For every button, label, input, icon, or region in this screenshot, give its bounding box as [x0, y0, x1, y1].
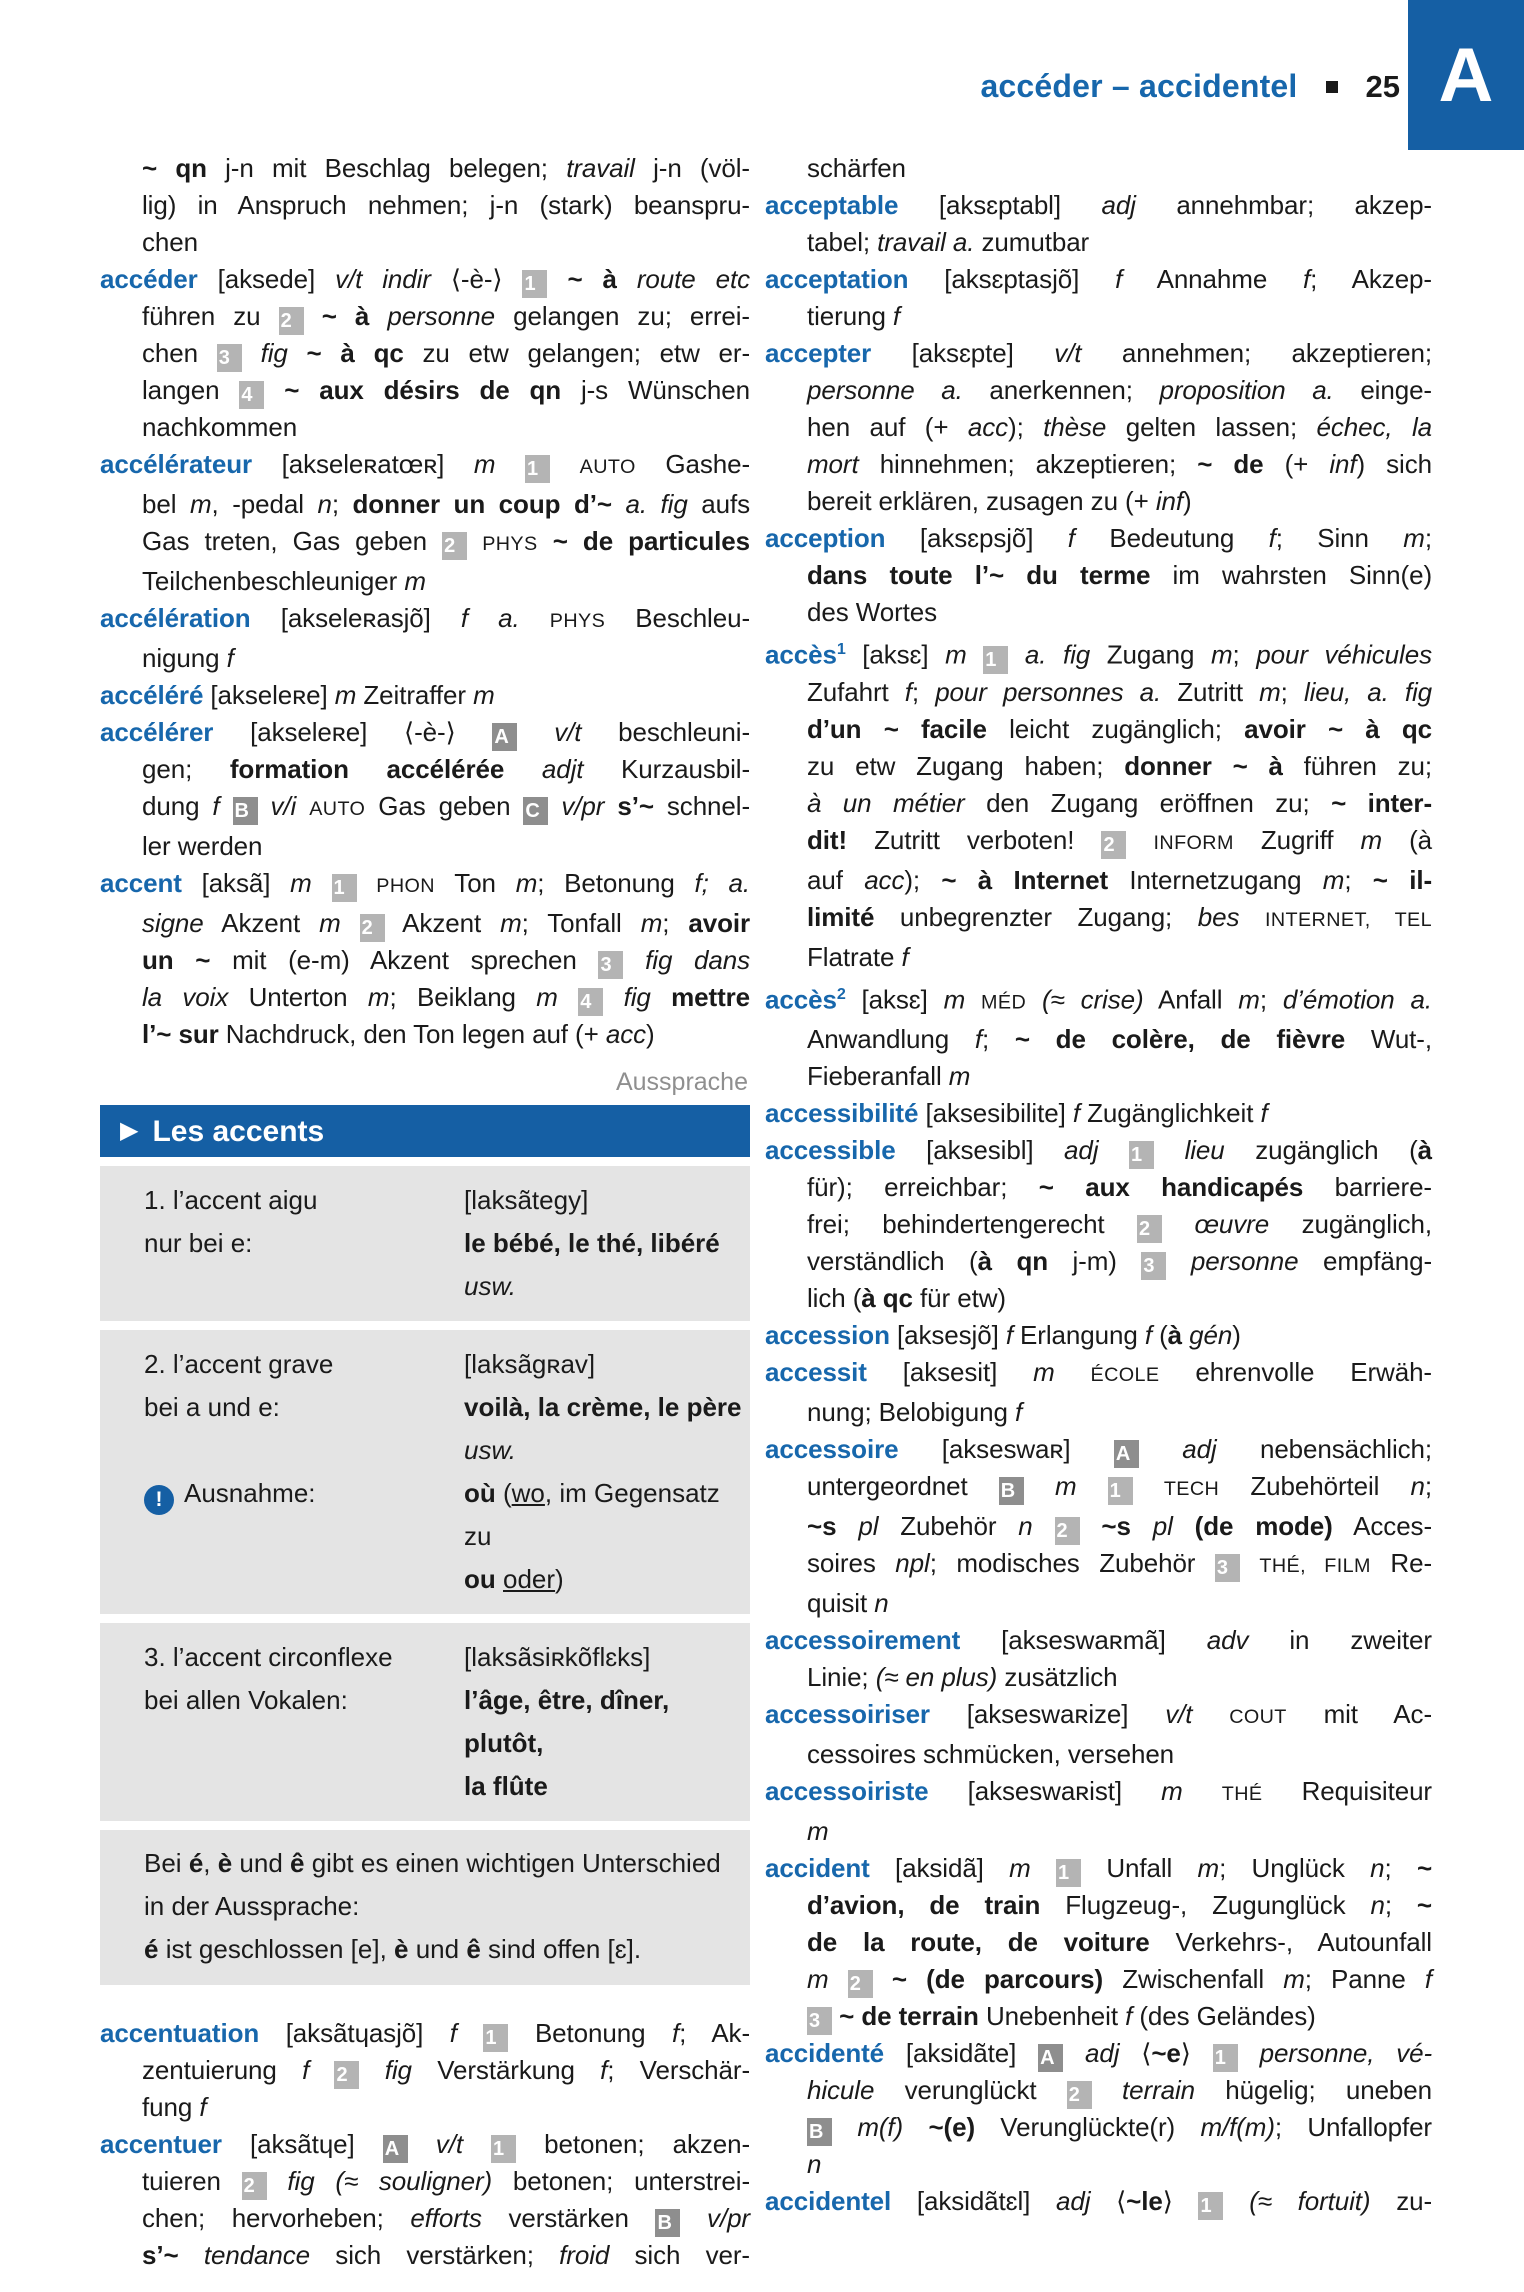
infobox-row-right — [464, 1179, 742, 1308]
header-bullet-icon — [1326, 81, 1338, 93]
entry-line: à un métier den Zugang eröffnen zu; ~ inter- — [807, 787, 1432, 818]
entry-line: untergeordnet B m 1 TECH Zubehörteil n; — [765, 1468, 1432, 1508]
entry-line: tabel; travail a. zumutbar — [807, 227, 1090, 257]
sense-letter-marker: A — [492, 723, 517, 751]
les-accents-infobox — [100, 1105, 750, 1985]
sense-number-marker: 1 — [525, 455, 550, 483]
entry-line: ~ qn j-n mit Beschlag belegen; travail j-n (völ- — [142, 153, 750, 183]
page-number: 25 — [1365, 68, 1400, 104]
headword: accent — [100, 868, 182, 898]
entry-line: acceptation [aksɛptasjõ] f Annahme f; Akzep- — [765, 264, 1432, 294]
entry-line: tierung f — [807, 301, 901, 331]
entry-line: chen 3 fig ~ à qc zu etw gelangen; etw er- — [100, 335, 750, 372]
sense-number-marker: 2 — [442, 532, 467, 560]
left-column — [100, 150, 750, 2274]
entry-line: quisit n — [807, 1588, 889, 1619]
entry-line: accent [aksã] m 1 PHON Ton m; Betonung f; a. — [100, 865, 750, 905]
infobox-row-right — [464, 1343, 742, 1601]
entry-line: Fieberanfall m — [807, 1061, 971, 1092]
headword: accéder — [100, 264, 198, 294]
box-line: usw. — [464, 1435, 517, 1465]
entry-line: bereit erklären, zusagen zu (+ inf) — [807, 486, 1192, 516]
infobox-row — [100, 1330, 750, 1614]
right-column-entries — [765, 150, 1432, 2220]
entry-line: accélérer [akseleʀe] ⟨-è-⟩ A v/t beschleuni- — [100, 714, 750, 751]
entry-line: accessibilité [aksesibilite] f Zugänglichkeit f — [765, 1098, 1268, 1129]
text-columns — [100, 150, 1432, 2274]
field-label: ÉCOLE — [1090, 1364, 1160, 1387]
entry-line: 3 ~ de terrain Unebenheit f (des Geländes) — [765, 1998, 1432, 2035]
entry-line: verständlich (à qn j-m) 3 personne empfäng- — [765, 1243, 1432, 1280]
entry-line: fung f — [142, 2092, 207, 2122]
entry-line: de la route, de voiture Verkehrs-, Autounfall — [807, 1927, 1432, 1958]
sense-number-marker: 2 — [1055, 1517, 1080, 1545]
entry-line: accélération [akseleʀasjõ] f a. PHYS Beschleu- — [100, 603, 751, 633]
sense-number-marker: 2 — [360, 914, 385, 942]
field-label: PHYS — [549, 610, 606, 632]
entry-line: d’un ~ facile leicht zugänglich; avoir ~ à qc — [807, 713, 1432, 744]
box-line: Bei é, è und ê gibt es einen wichtigen Unterschied — [144, 1848, 721, 1878]
sense-number-marker: 2 — [334, 2061, 359, 2089]
infobox-header — [100, 1105, 750, 1157]
sense-number-marker: 1 — [332, 874, 357, 902]
box-line: le bébé, le thé, libéré — [464, 1228, 720, 1258]
sense-number-marker: 1 — [1108, 1477, 1133, 1505]
entry-line: führen zu 2 ~ à personne gelangen zu; errei- — [100, 298, 750, 335]
headword: accélérateur — [100, 449, 253, 479]
guide-words: accéder – accidentel — [980, 68, 1298, 104]
entry-line: soires npl; modisches Zubehör 3 THÉ, FILM Re- — [765, 1545, 1432, 1585]
infobox-title: Les accents — [152, 1114, 325, 1148]
headword: acceptable — [765, 190, 899, 220]
left-column-entries-top — [100, 150, 750, 1053]
entry-line: chen — [142, 227, 198, 257]
sense-letter-marker: C — [523, 797, 548, 825]
field-label: THÉ, FILM — [1259, 1555, 1371, 1578]
box-line: [laksãsiʀkõflɛks] — [464, 1642, 651, 1672]
infobox-row — [100, 1166, 750, 1321]
entry-line: Linie; (≈ en plus) zusätzlich — [807, 1662, 1118, 1693]
entry-line: dans toute l’~ du terme im wahrsten Sinn(e) — [807, 560, 1432, 590]
headword: accessible — [765, 1135, 896, 1166]
entry-line: Anwandlung f; ~ de colère, de fièvre Wut-, — [807, 1024, 1432, 1055]
headword: accessoiriste — [765, 1776, 929, 1807]
entry-line: lich (à qc für etw) — [807, 1283, 1006, 1314]
sense-number-marker: 1 — [483, 2024, 508, 2052]
sense-number-marker: 4 — [239, 381, 264, 409]
entry-line: accessoirement [akseswaʀmã] adv in zweiter — [765, 1625, 1432, 1656]
entry-line: accessit [aksesit] m ÉCOLE ehrenvolle Erwäh- — [765, 1357, 1432, 1388]
entry-line: acceptable [aksɛptabl] adj annehmbar; akzep- — [765, 190, 1432, 220]
box-line: bei a und e: — [144, 1392, 280, 1422]
field-label: THÉ — [1221, 1783, 1263, 1806]
sense-letter-marker: A — [1038, 2044, 1063, 2072]
box-line — [144, 1429, 464, 1472]
box-line: [laksãgʀav] — [464, 1349, 596, 1379]
entry-line: ler werden — [142, 831, 263, 861]
box-line: ! Ausnahme: — [144, 1472, 464, 1515]
field-label: AUTO — [579, 456, 636, 478]
entry-line: d’avion, de train Flugzeug-, Zugunglück n; ~ — [807, 1890, 1432, 1921]
entry-line: des Wortes — [807, 597, 938, 627]
entry-line: accéder [aksede] v/t indir ⟨-è-⟩ 1 ~ à route etc — [100, 261, 750, 298]
sense-letter-marker: A — [1114, 1440, 1139, 1468]
entry-line: Teilchenbeschleuniger m — [142, 566, 426, 596]
headword: accidenté — [765, 2038, 885, 2069]
entry-line: tuieren 2 fig (≈ souligner) betonen; unterstrei- — [100, 2163, 750, 2200]
headword: accélérer — [100, 717, 214, 747]
sense-number-marker: 3 — [217, 344, 242, 372]
exclamation-icon: ! — [144, 1485, 174, 1515]
entry-line: dung f B v/i AUTO Gas geben C v/pr s’~ schnel- — [100, 788, 750, 828]
infobox-rows — [100, 1166, 750, 1821]
entry-line: frei; behindertengerecht 2 œuvre zugänglich, — [765, 1206, 1432, 1243]
headword: accessibilité — [765, 1098, 919, 1129]
homograph-number: 2 — [836, 984, 846, 1003]
box-line: nur bei e: — [144, 1228, 253, 1258]
entry-line: accepter [aksɛpte] v/t annehmen; akzeptieren; — [765, 338, 1432, 368]
entry-line: limité unbegrenzter Zugang; bes INTERNET, TEL — [807, 901, 1432, 932]
spacer — [100, 1985, 750, 2015]
entry-line: acception [aksɛpsjõ] f Bedeutung f; Sinn m; — [765, 523, 1432, 553]
entry-line: accessoire [akseswaʀ] A adj nebensächlich; — [765, 1431, 1432, 1468]
page-header — [100, 68, 1400, 105]
box-line: 1. l’accent aigu — [144, 1185, 318, 1215]
infobox-row-left — [144, 1636, 464, 1808]
sense-number-marker: 1 — [1198, 2192, 1223, 2220]
entry-line: accentuer [aksãtɥe] A v/t 1 betonen; akzen- — [100, 2126, 750, 2163]
sense-number-marker: 2 — [279, 307, 304, 335]
box-line: l’âge, être, dîner, plutôt, — [464, 1685, 670, 1758]
headword: accentuation — [100, 2018, 260, 2048]
entry-line: personne a. anerkennen; proposition a. einge- — [807, 375, 1432, 405]
field-label: COUT — [1229, 1706, 1287, 1729]
sense-number-marker: 1 — [983, 646, 1008, 674]
box-line: 3. l’accent circonflexe — [144, 1642, 393, 1672]
entry-line: accidentel [aksidãtɛl] adj ⟨~le⟩ 1 (≈ fortuit) zu- — [765, 2183, 1432, 2220]
box-line: voilà, la crème, le père — [464, 1392, 742, 1422]
headword: accélération — [100, 603, 251, 633]
entry-line: accélérateur [akseleʀatœʀ] m 1 AUTO Gashe- — [100, 446, 750, 486]
headword: accès — [765, 639, 837, 670]
sense-number-marker: 2 — [1067, 2081, 1092, 2109]
sense-number-marker: 2 — [1101, 831, 1126, 859]
field-label: INTERNET, TEL — [1264, 908, 1432, 931]
sense-number-marker: 1 — [1129, 1141, 1154, 1169]
entry-line: B m(f) ~(e) Verunglückte(r) m/f(m); Unfallopfer — [765, 2109, 1432, 2146]
sense-letter-marker: B — [999, 1477, 1024, 1505]
entry-line: m 2 ~ (de parcours) Zwischenfall m; Panne f — [765, 1961, 1432, 1998]
entry-line: accessible [aksesibl] adj 1 lieu zugänglich (à — [765, 1132, 1432, 1169]
right-column — [765, 150, 1432, 2274]
sense-number-marker: 2 — [242, 2172, 267, 2200]
entry-line: nigung f — [142, 643, 234, 673]
entry-line: zentuierung f 2 fig Verstärkung f; Verschär- — [100, 2052, 750, 2089]
headword: accident — [765, 1853, 870, 1884]
box-line: in der Aussprache: — [144, 1891, 360, 1921]
entry-line: für); erreichbar; ~ aux handicapés barriere- — [807, 1172, 1432, 1203]
box-line: é ist geschlossen [e], è und ê sind offen [ɛ]. — [144, 1934, 642, 1964]
entry-line: chen; hervorheben; efforts verstärken B v/pr — [100, 2200, 750, 2237]
entry-line: Zufahrt f; pour personnes a. Zutritt m; lieu, a. fig — [807, 676, 1433, 707]
sense-number-marker: 3 — [807, 2007, 832, 2035]
infobox-row-left — [144, 1343, 464, 1601]
sense-number-marker: 2 — [1137, 1215, 1162, 1243]
entry-line: accidenté [aksidãte] A adj ⟨~e⟩ 1 personne, vé- — [765, 2035, 1432, 2072]
triangle-icon: ▶ — [120, 1117, 139, 1144]
sense-number-marker: 3 — [598, 951, 623, 979]
entry-line: signe Akzent m 2 Akzent m; Tonfall m; avoir — [100, 905, 750, 942]
field-label: INFORM — [1153, 831, 1234, 854]
entry-line: Gas treten, Gas geben 2 PHYS ~ de particules — [100, 523, 750, 563]
field-label: AUTO — [309, 798, 366, 820]
box-line: usw. — [464, 1271, 517, 1301]
headword: accession — [765, 1320, 890, 1351]
sense-number-marker: 1 — [491, 2135, 516, 2163]
entry-line: accident [aksidã] m 1 Unfall m; Unglück n; ~ — [765, 1850, 1432, 1887]
infobox-row-left — [144, 1179, 464, 1308]
entry-line: accession [aksesjõ] f Erlangung f (à gén) — [765, 1320, 1241, 1351]
entry-line: m — [807, 1816, 829, 1847]
sense-number-marker: 1 — [522, 270, 547, 298]
field-label: PHYS — [482, 533, 538, 555]
headword: accès — [765, 984, 837, 1015]
infobox-row — [100, 1623, 750, 1821]
entry-line: lig) in Anspruch nehmen; j-n (stark) beanspru- — [142, 190, 750, 220]
headword: accessoiriser — [765, 1699, 930, 1730]
field-label: TECH — [1163, 1478, 1220, 1501]
entry-line: l’~ sur Nachdruck, den Ton legen auf (+ acc) — [142, 1019, 655, 1049]
sense-number-marker: 1 — [1213, 2044, 1238, 2072]
entry-line: ~s pl Zubehör n 2 ~s pl (de mode) Acces- — [765, 1508, 1432, 1545]
headword: accessoire — [765, 1434, 899, 1465]
entry-line: dit! Zutritt verboten! 2 INFORM Zugriff m (à — [765, 822, 1432, 862]
sense-letter-marker: A — [383, 2135, 408, 2163]
entry-line: Flatrate f — [807, 941, 909, 972]
section-letter-tab: A — [1408, 0, 1524, 150]
entry-line: zu etw Zugang haben; donner ~ à führen zu; — [807, 750, 1432, 781]
box-line: [laksãtegy] — [464, 1185, 589, 1215]
headword: accentuer — [100, 2129, 222, 2159]
entry-line: hicule verunglückt 2 terrain hügelig; uneben — [765, 2072, 1432, 2109]
headword: accepter — [765, 338, 872, 368]
entry-line: n — [807, 2149, 822, 2180]
box-line: bei allen Vokalen: — [144, 1685, 348, 1715]
entry-line: s’~ tendance sich verstärken; froid sich ver- — [142, 2240, 750, 2270]
sense-number-marker: 1 — [1056, 1859, 1081, 1887]
entry-line: mort hinnehmen; akzeptieren; ~ de (+ inf) sich — [807, 449, 1432, 479]
entry-line: gen; formation accélérée adjt Kurzausbil- — [142, 754, 751, 784]
sense-letter-marker: B — [807, 2118, 832, 2146]
sense-number-marker: 3 — [1141, 1252, 1166, 1280]
sense-letter-marker: B — [655, 2209, 680, 2237]
headword: acception — [765, 523, 886, 553]
entry-line: accessoiriste [akseswaʀist] m THÉ Requisiteur — [765, 1776, 1432, 1807]
sense-letter-marker: B — [233, 797, 258, 825]
entry-line: accès$^2$ [aksɛ] m MÉD (≈ crise) Anfall m; d’émotion a. — [765, 984, 1432, 1015]
headword: accessit — [765, 1357, 867, 1388]
pronunciation-label: Aussprache — [615, 1068, 748, 1096]
headword: accessoirement — [765, 1625, 961, 1656]
entry-line: un ~ mit (e-m) Akzent sprechen 3 fig dans — [100, 942, 750, 979]
box-line: ou oder) — [464, 1564, 564, 1594]
box-line: où (wo, im Gegensatz zu — [464, 1478, 720, 1551]
entry-line: cessoires schmücken, versehen — [807, 1739, 1175, 1770]
left-column-entries-bottom — [100, 2015, 750, 2274]
infobox-note — [100, 1830, 750, 1985]
entry-line: hen auf (+ acc); thèse gelten lassen; échec, la — [807, 412, 1432, 442]
infobox-row-right — [464, 1636, 742, 1808]
sense-number-marker: 3 — [1215, 1554, 1240, 1582]
entry-line: accentuation [aksãtɥasjõ] f 1 Betonung f; Ak- — [100, 2015, 750, 2052]
entry-line: accessoiriser [akseswaʀize] v/t COUT mit Ac- — [765, 1699, 1433, 1730]
sense-number-marker: 2 — [848, 1970, 873, 1998]
entry-line: auf acc); ~ à Internet Internetzugang m; ~ il- — [807, 864, 1433, 895]
headword: accidentel — [765, 2186, 892, 2217]
entry-line: accès$^1$ [aksɛ] m 1 a. fig Zugang m; pour véhicules — [765, 631, 1432, 674]
homograph-number: 1 — [836, 640, 846, 658]
sense-number-marker: 4 — [578, 988, 603, 1016]
entry-line: la voix Unterton m; Beiklang m 4 fig mettre — [100, 979, 750, 1016]
headword: accéléré — [100, 680, 204, 710]
entry-line: nachkommen — [142, 412, 298, 442]
entry-line: nung; Belobigung f — [807, 1397, 1023, 1428]
entry-line: bel m, -pedal n; donner un coup d’~ a. fig aufs — [142, 489, 751, 519]
box-line: 2. l’accent grave — [144, 1349, 334, 1379]
entry-line: accéléré [akseleʀe] m Zeitraffer m — [100, 680, 495, 710]
field-label: PHON — [376, 875, 435, 897]
entry-line: schärfen — [807, 153, 906, 183]
entry-line: langen 4 ~ aux désirs de qn j-s Wünschen — [100, 372, 750, 409]
headword: acceptation — [765, 264, 909, 294]
field-label: MÉD — [981, 991, 1027, 1014]
box-line: la flûte — [464, 1771, 548, 1801]
